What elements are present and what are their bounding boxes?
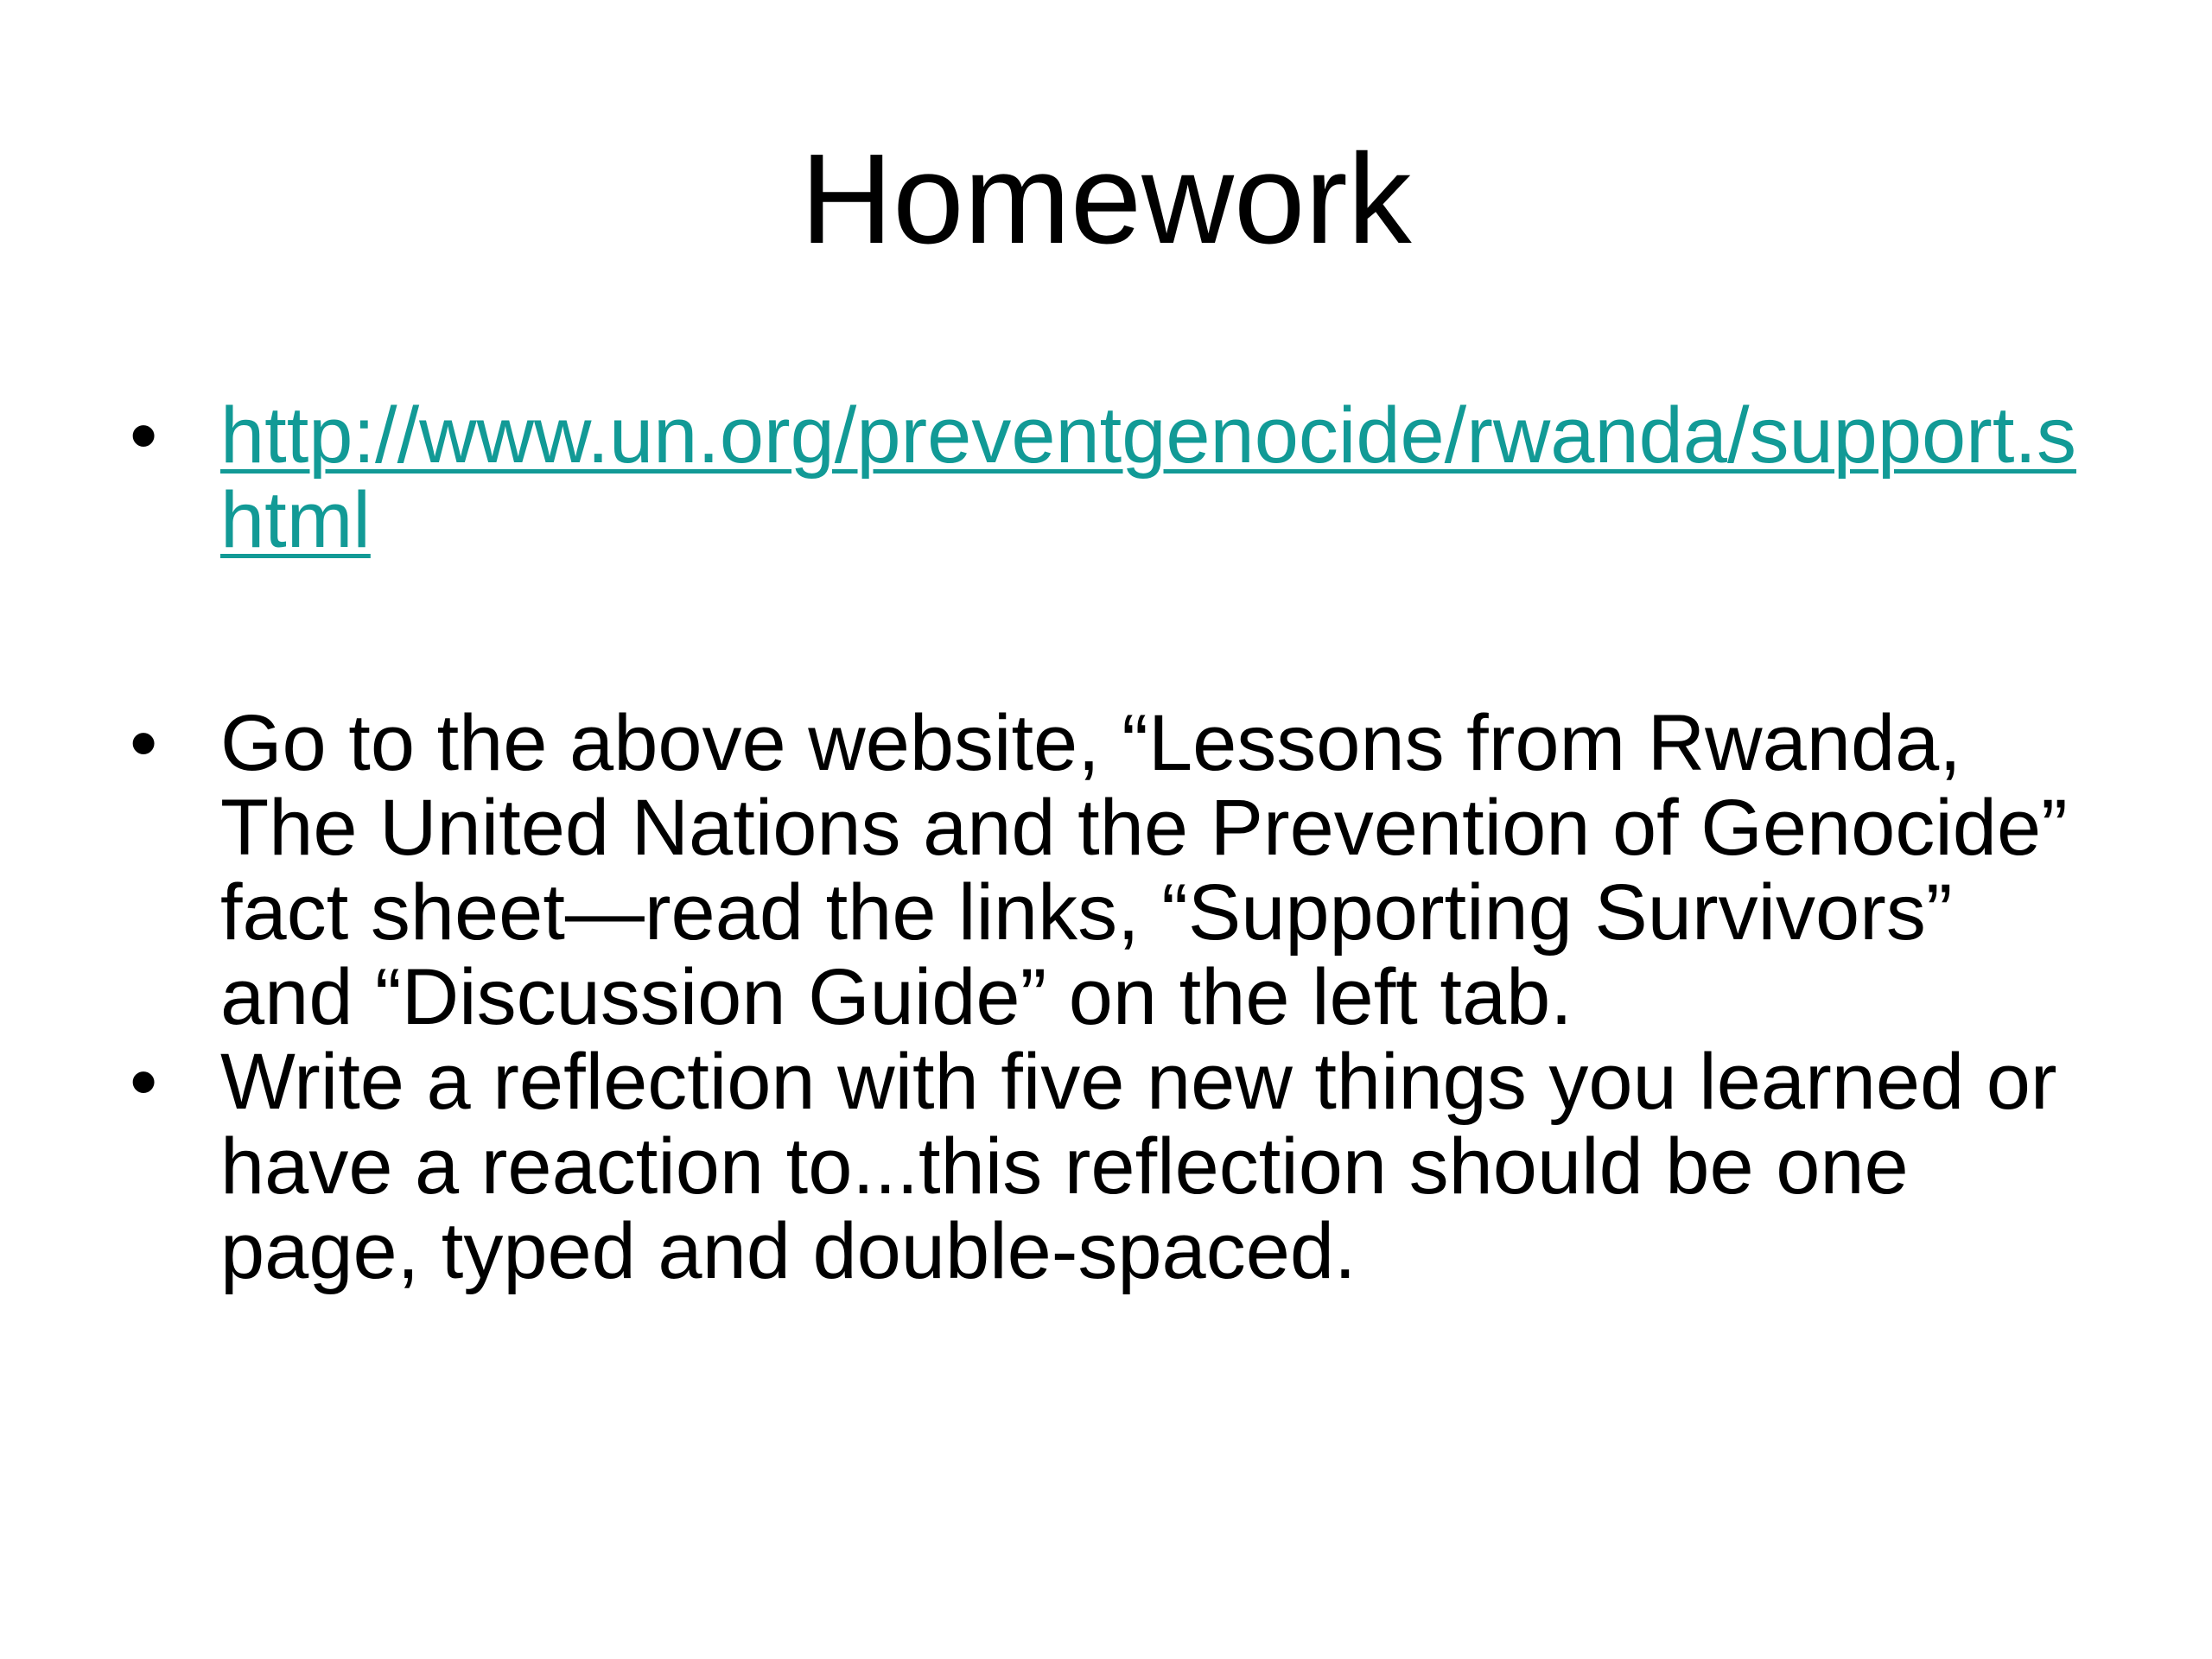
bullet-icon: • — [130, 1038, 158, 1126]
bullet-icon: • — [130, 699, 158, 787]
bullet-item-link — [130, 393, 2091, 563]
slide-title: Homework — [800, 128, 1412, 270]
bullet-icon: • — [130, 391, 158, 480]
bullet-item-instructions — [130, 701, 2091, 1039]
bullet-text: Write a reflection with five new things you learned or have a reaction to...this reflection should be one page, typed and double-spaced. — [220, 1038, 2057, 1295]
bullet-item-reflection — [130, 1039, 2091, 1294]
bullet-text: Go to the above website, “Lessons from Rwanda, The United Nations and the Prevention of Genocide” fact sheet—read the links, “Supporting Survivors” and “Discussion Guide” on the left tab. — [220, 699, 2068, 1041]
homework-link[interactable]: http://www.un.org/preventgenocide/rwanda/support.shtml — [220, 391, 2076, 564]
bullet-list — [130, 393, 2091, 1294]
